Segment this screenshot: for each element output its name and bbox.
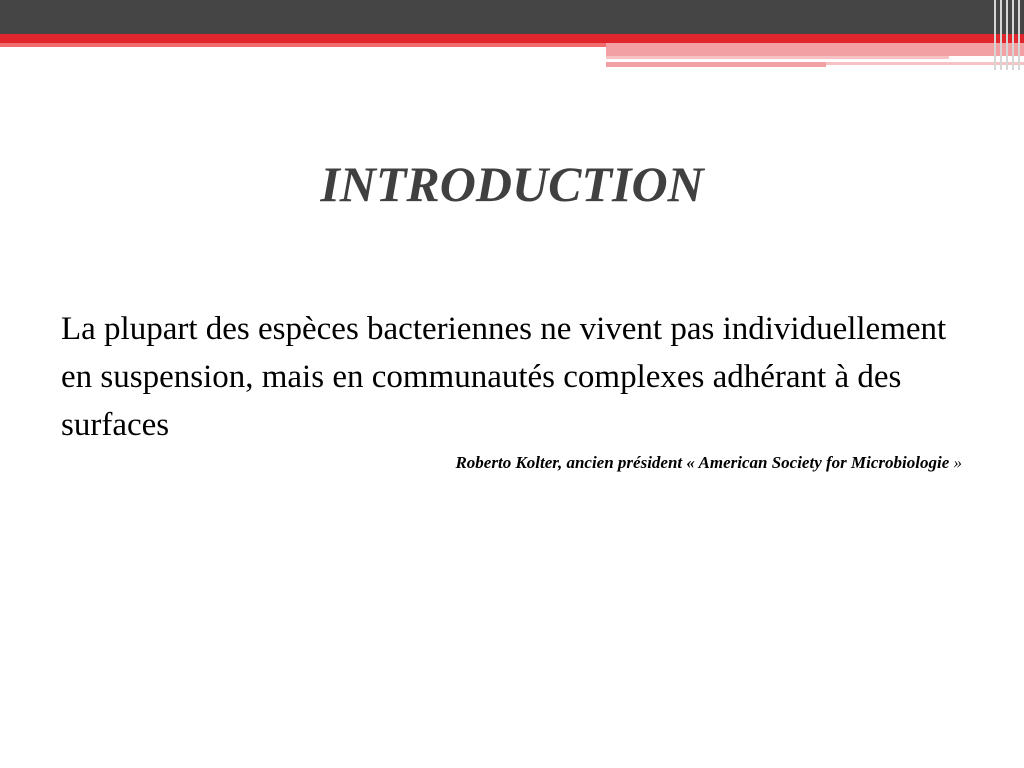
quote-attribution bbox=[455, 453, 962, 473]
header-pink-short-bar bbox=[606, 62, 826, 67]
slide-body-text: La plupart des espèces bacteriennes ne vivent pas individuellement en suspension, mais en communautés complexes adhérant à des surfaces bbox=[61, 311, 947, 443]
header-dark-bar bbox=[0, 0, 1024, 34]
header-pink-line bbox=[606, 56, 949, 59]
quote-attribution-text: Roberto Kolter, ancien président « American Society for Microbiologie bbox=[455, 453, 950, 472]
header-red-bar bbox=[0, 34, 1024, 43]
slide-title: INTRODUCTION bbox=[320, 156, 704, 212]
header-stripes-decoration bbox=[990, 0, 1024, 70]
quote-attribution-close: » bbox=[949, 453, 962, 472]
header-red-thin-bar bbox=[0, 43, 606, 47]
header-pink-bar bbox=[606, 43, 1024, 56]
